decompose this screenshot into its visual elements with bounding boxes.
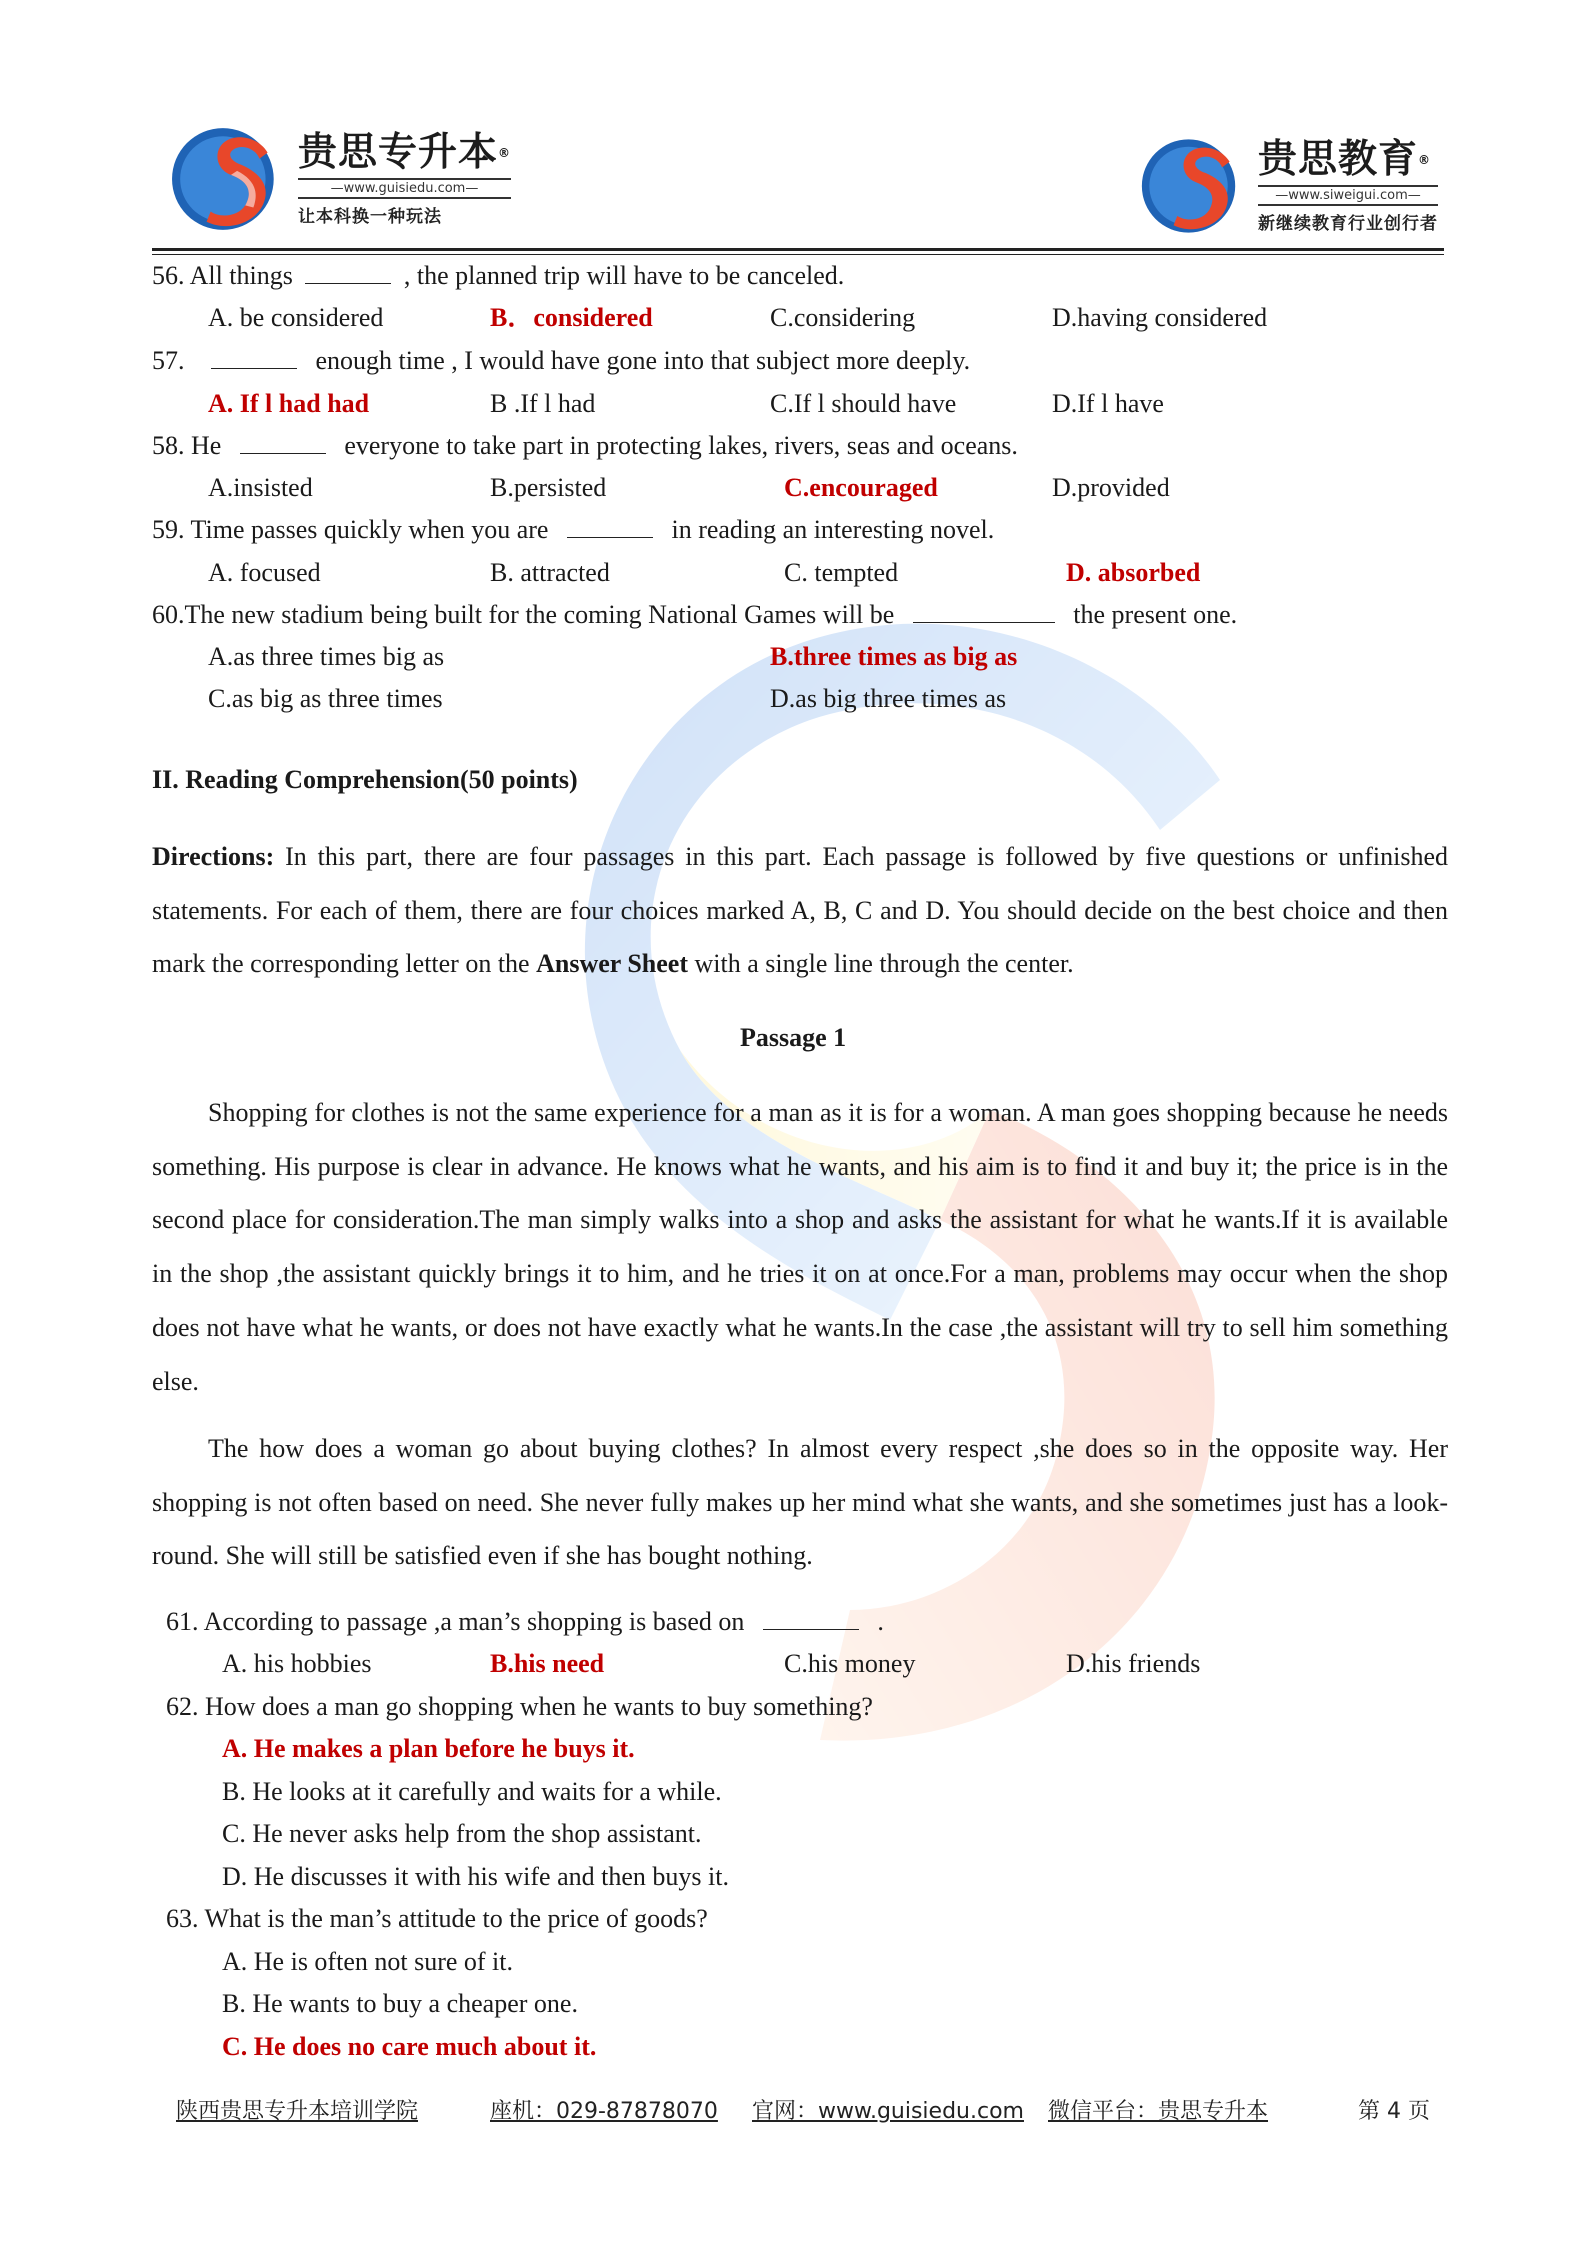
q57-option-b: B .If l had (490, 389, 596, 418)
q63-option-a: A. He is often not sure of it. (222, 1947, 514, 1976)
question-56-stem (152, 260, 844, 292)
q60-option-a: A.as three times big as (208, 642, 445, 671)
s-logo-icon (1140, 130, 1252, 242)
q56-option-d: D.having considered (1052, 303, 1268, 332)
footer-wechat: 微信平台：贵思专升本 (1048, 2099, 1269, 2124)
header-divider (152, 248, 1444, 251)
question-62-stem: 62. How does a man go shopping when he wants to buy something? (166, 1692, 873, 1721)
question-58-stem (152, 430, 1018, 462)
directions-paragraph (152, 830, 1448, 991)
q61-option-c: C.his money (784, 1649, 916, 1678)
footer-phone: 座机：029-87878070 (490, 2099, 718, 2124)
answer-blank (567, 515, 653, 538)
answer-sheet-label: Answer Sheet (536, 949, 689, 979)
passage-paragraph-2-text: The how does a woman go about buying clothes? In almost every respect ,she does so in the opposite way. Her shopping is not often based on need. She never fully makes up her mind what she wants, and she sometimes just has a look-round. She will still be satisfied even if she has bought nothing. (152, 1434, 1448, 1571)
q60-stem-end: the present one. (1073, 600, 1238, 629)
answer-blank (763, 1607, 859, 1630)
answer-blank (240, 431, 326, 454)
q57-stem-end: enough time , I would have gone into that subject more deeply. (315, 346, 971, 375)
q61-option-d: D.his friends (1066, 1649, 1201, 1678)
q58-option-c-answer: C.encouraged (784, 473, 938, 502)
q57-option-c: C.If l should have (770, 389, 957, 418)
right-logo-title: 贵思教育 (1258, 137, 1419, 182)
q60-option-c: C.as big as three times (208, 684, 443, 713)
q60-stem-start: 60.The new stadium being built for the coming National Games will be (152, 600, 895, 629)
q57-option-d: D.If l have (1052, 389, 1164, 418)
q61-option-b-answer: B.his need (490, 1649, 605, 1678)
right-logo-slogan: 新继续教育行业创行者 (1258, 214, 1438, 234)
q58-option-d: D.provided (1052, 473, 1170, 502)
header-divider-thin (152, 254, 1444, 255)
passage-paragraph-1 (152, 1086, 1448, 1408)
question-61-stem (166, 1606, 884, 1638)
footer-page-number: 第 4 页 (1358, 2099, 1430, 2124)
q59-option-a: A. focused (208, 558, 321, 587)
q61-stem-end: . (877, 1607, 884, 1636)
footer-school-name: 陕西贵思专升本培训学院 (176, 2099, 419, 2124)
q56-option-c: C.considering (770, 303, 916, 332)
directions-label: Directions: (152, 842, 275, 871)
q62-option-d: D. He discusses it with his wife and then buys it. (222, 1862, 729, 1891)
left-logo-slogan: 让本科换一种玩法 (298, 207, 442, 227)
q59-option-b: B. attracted (490, 558, 610, 587)
question-59-stem (152, 514, 994, 546)
s-logo-icon (170, 118, 292, 240)
q58-option-b: B.persisted (490, 473, 607, 502)
q57-option-a-answer: A. If l had had (208, 389, 370, 418)
q56-stem-end: , the planned trip will have to be canceled. (403, 261, 845, 290)
answer-blank (211, 346, 297, 369)
answer-blank (305, 261, 391, 284)
question-60-stem (152, 599, 1237, 631)
q63-option-b: B. He wants to buy a cheaper one. (222, 1989, 578, 2018)
q56-option-b-answer: B．considered (490, 303, 653, 332)
q59-option-c: C. tempted (784, 558, 899, 587)
q58-stem-end: everyone to take part in protecting lakes, rivers, seas and oceans. (344, 431, 1018, 460)
q62-option-a-answer: A. He makes a plan before he buys it. (222, 1734, 635, 1763)
q63-option-c-answer: C. He does no care much about it. (222, 2032, 597, 2061)
guisi-education-logo: 贵思教育® —www.siweigui.com— 新继续教育行业创行者 (1140, 130, 1438, 242)
right-logo-url: —www.siweigui.com— (1258, 185, 1438, 206)
passage-title: Passage 1 (740, 1023, 847, 1052)
q59-stem-start: 59. Time passes quickly when you are (152, 515, 549, 544)
left-logo-url: —www.guisiedu.com— (298, 178, 511, 199)
q58-option-a: A.insisted (208, 473, 313, 502)
q60-option-b-answer: B.three times as big as (770, 642, 1018, 671)
q59-option-d-answer: D. absorbed (1066, 558, 1201, 587)
directions-text-b: with a single line through the center. (688, 949, 1074, 979)
passage-paragraph-1-text: Shopping for clothes is not the same experience for a man as it is for a woman. A man goes shopping because he needs something. His purpose is clear in advance. He knows what he wants, and his aim is to find it and buy it; the price is in the second place for consideration.The man simply walks into a shop and asks the assistant for what he wants.If it is available in the shop ,the assistant quickly brings it to him, and he tries it on at once.For a man, problems may occur when the shop does not have what he wants, or does not have exactly what he wants.In the case ,the assistant will try to sell him something else. (152, 1098, 1448, 1396)
q56-option-a: A. be considered (208, 303, 384, 332)
q56-stem-start: 56. All things (152, 261, 293, 290)
passage-paragraph-2 (152, 1422, 1448, 1583)
q60-option-d: D.as big three times as (770, 684, 1007, 713)
answer-blank (913, 600, 1055, 623)
question-63-stem: 63. What is the man’s attitude to the price of goods? (166, 1904, 708, 1933)
q61-stem-start: 61. According to passage ,a man’s shopping is based on (166, 1607, 745, 1636)
footer-website: 官网：www.guisiedu.com (752, 2099, 1024, 2124)
question-57-stem (152, 345, 970, 377)
q59-stem-end: in reading an interesting novel. (671, 515, 995, 544)
q62-option-b: B. He looks at it carefully and waits for a while. (222, 1777, 722, 1806)
q61-option-a: A. his hobbies (222, 1649, 372, 1678)
q62-option-c: C. He never asks help from the shop assistant. (222, 1819, 702, 1848)
q57-stem-start: 57. (152, 346, 185, 375)
q58-stem-start: 58. He (152, 431, 222, 460)
guisi-upgrade-logo: 贵思专升本® —www.guisiedu.com— 让本科换一种玩法 (170, 118, 511, 240)
section-title: II. Reading Comprehension(50 points) (152, 765, 578, 794)
directions-text-a: In this part, there are four passages in this part. Each passage is followed by five questions or unfinished statements. For each of them, there are four choices marked A, B, C and D. You should decide on the best choice and then mark the corresponding letter on the (152, 842, 1448, 979)
left-logo-title: 贵思专升本 (298, 130, 499, 175)
